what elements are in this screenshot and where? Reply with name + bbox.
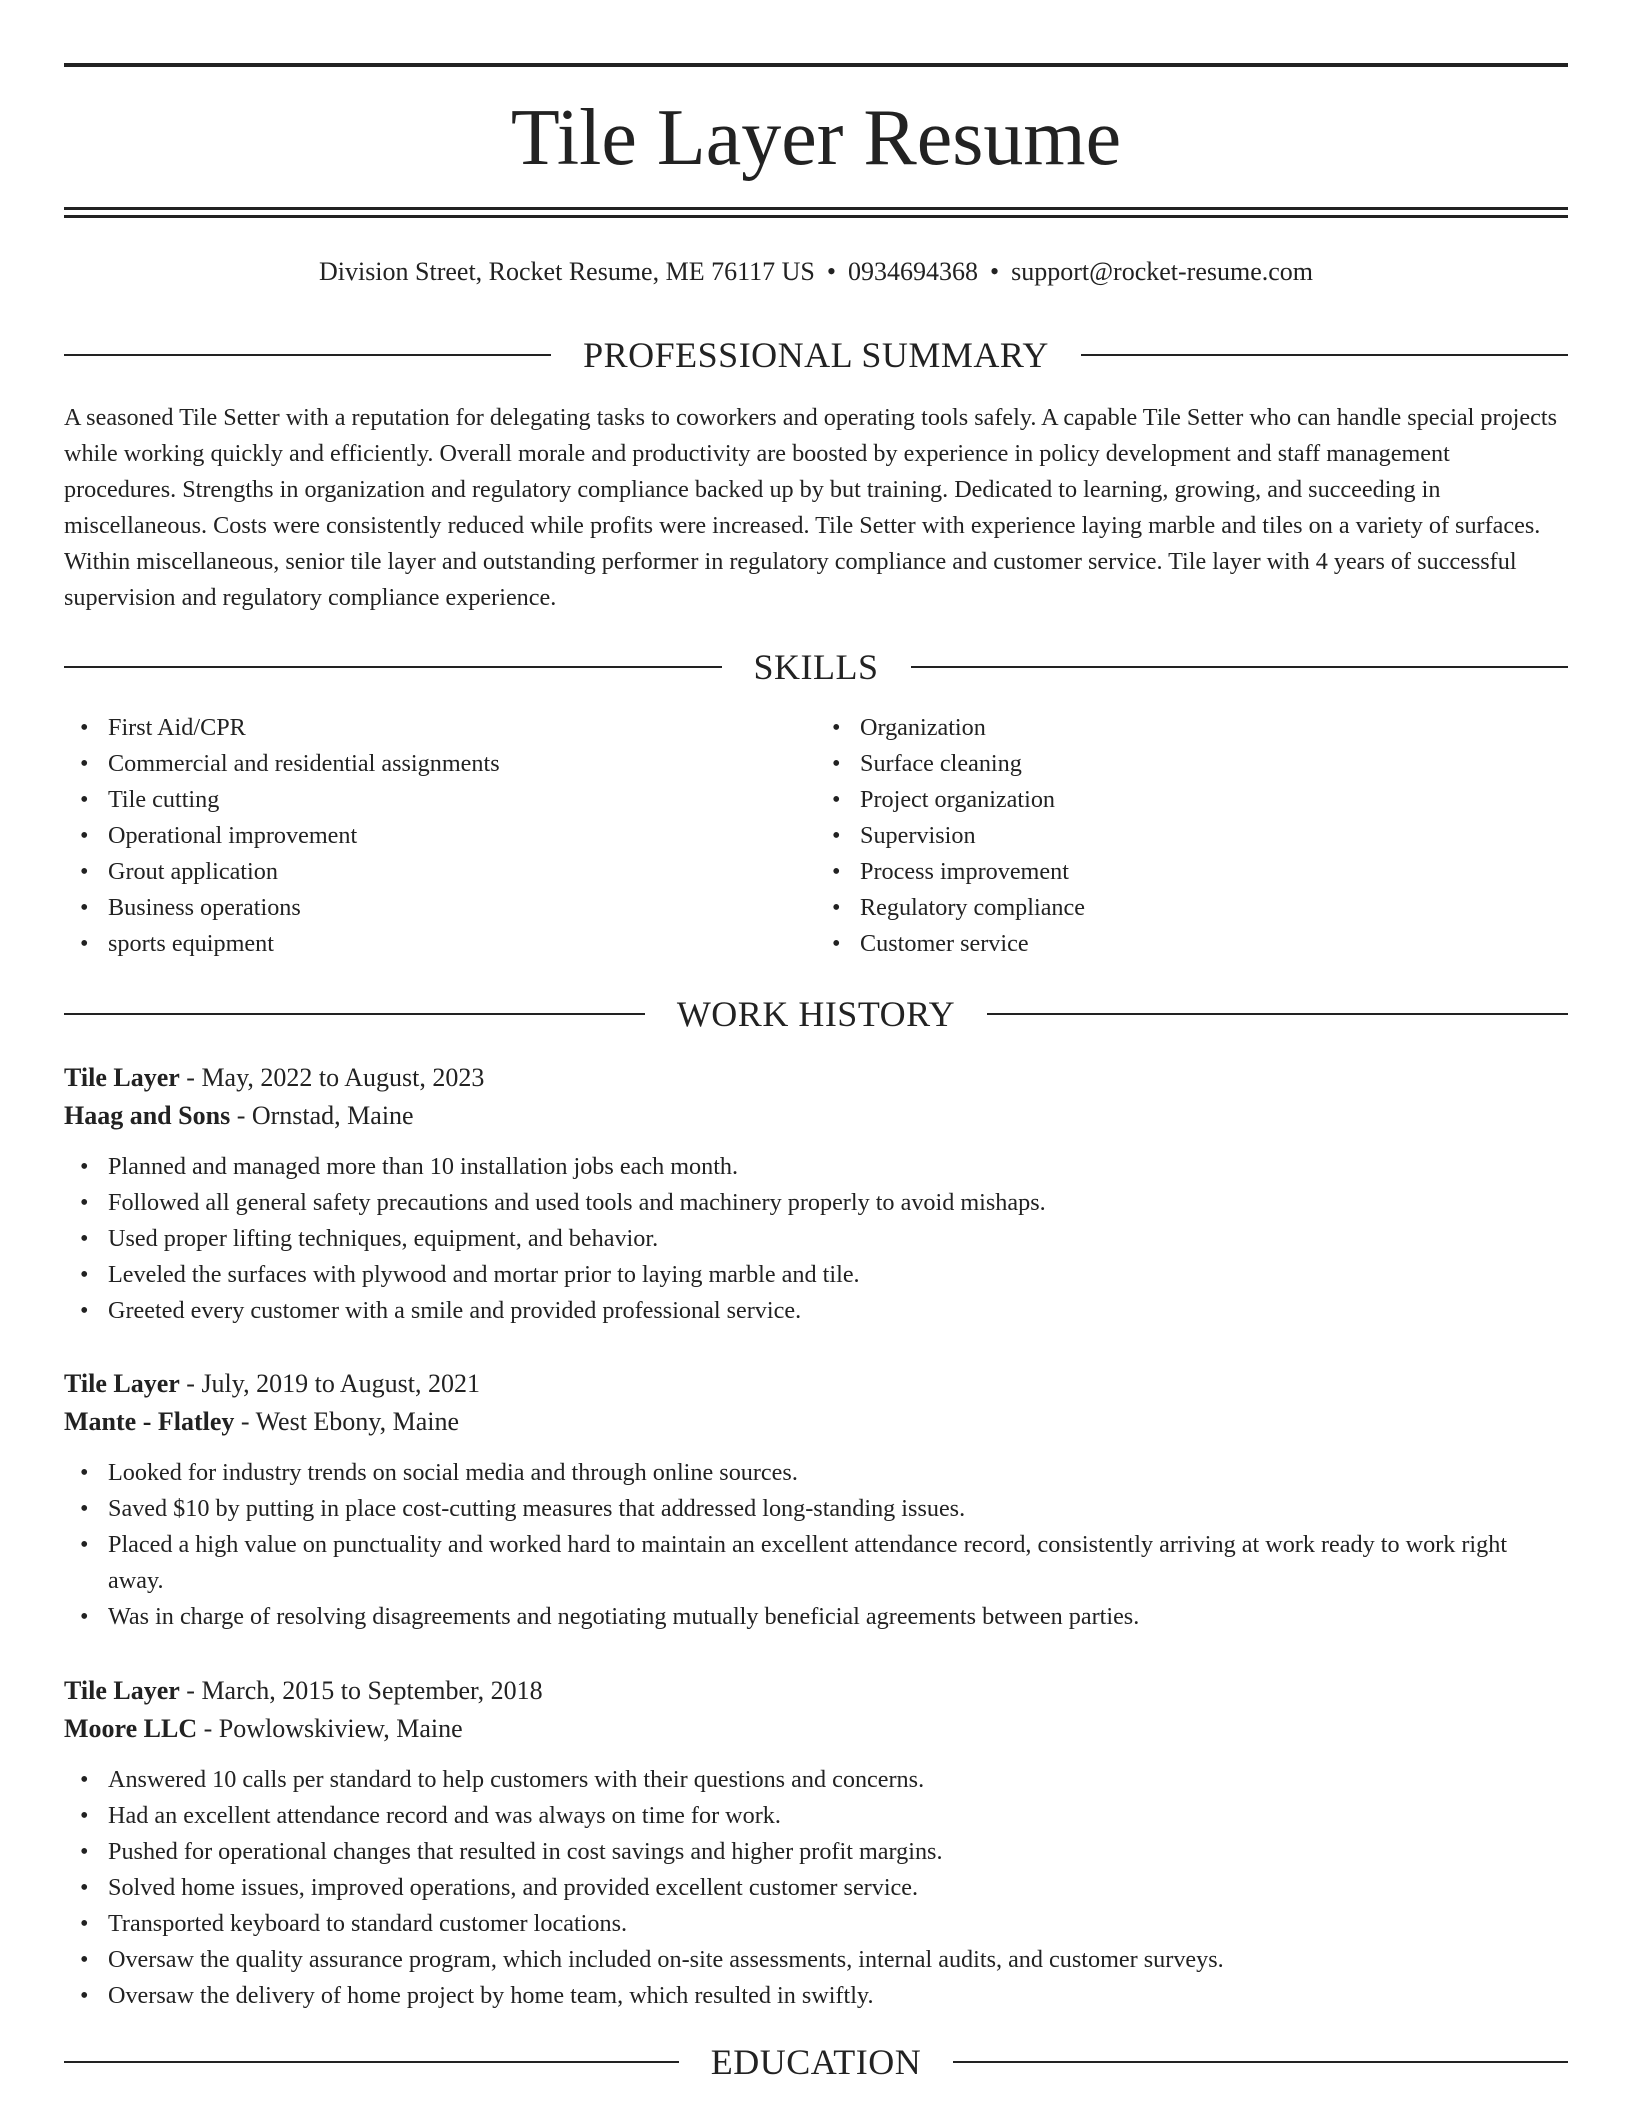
job-bullet: • Saved $10 by putting in place cost-cutting measures that addressed long-standing issues. [108,1491,1568,1527]
job-location: - Powlowskiview, Maine [197,1714,463,1743]
skill-item: • Project organization [860,782,1568,818]
skill-item: • Supervision [860,818,1568,854]
job-bullet: • Solved home issues, improved operations, and provided excellent customer service. [108,1870,1568,1906]
section-heading-education [64,2040,1568,2084]
skill-item: • Organization [860,710,1568,746]
job-bullet: • Oversaw the delivery of home project by home team, which resulted in swiftly. [108,1978,1568,2014]
skill-item: • Operational improvement [108,818,816,854]
heading-rule [911,666,1569,668]
job-title: Tile Layer [64,1676,180,1705]
job-entry [64,1059,1568,1329]
skill-item: • Grout application [108,854,816,890]
job-company: Moore LLC [64,1714,198,1743]
skill-item: • Business operations [108,890,816,926]
job-bullet: • Oversaw the quality assurance program, which included on-site assessments, internal audits, and customer surveys. [108,1942,1568,1978]
job-bullet: • Leveled the surfaces with plywood and mortar prior to laying marble and tile. [108,1257,1568,1293]
contact-email: support@rocket-resume.com [1011,257,1314,286]
job-company-line [64,1710,1568,1748]
job-bullet: • Planned and managed more than 10 installation jobs each month. [108,1149,1568,1185]
heading-rule [987,1013,1568,1015]
contact-separator: • [989,257,1000,286]
section-heading-summary [64,333,1568,377]
job-entry [64,1365,1568,1635]
job-company-line [64,1403,1568,1441]
job-title-line [64,1672,1568,1710]
job-bullet: • Used proper lifting techniques, equipment, and behavior. [108,1221,1568,1257]
contact-phone: 0934694368 [847,257,978,286]
skill-item: • Tile cutting [108,782,816,818]
job-bullet: • Followed all general safety precautions and used tools and machinery properly to avoid mishaps. [108,1185,1568,1221]
skill-item: • Surface cleaning [860,746,1568,782]
heading-rule [64,354,551,356]
heading-rule [64,666,722,668]
section-title: EDUCATION [710,2042,922,2082]
job-title-line [64,1365,1568,1403]
job-company: Haag and Sons [64,1101,231,1130]
skills-list [64,710,1568,962]
section-title: WORK HISTORY [676,994,956,1034]
skill-item: • First Aid/CPR [108,710,816,746]
skill-item: • sports equipment [108,926,816,962]
heading-rule [64,2061,679,2063]
job-company-line [64,1097,1568,1135]
job-title: Tile Layer [64,1369,180,1398]
contact-separator: • [826,257,836,286]
job-bullet: • Had an excellent attendance record and was always on time for work. [108,1798,1568,1834]
job-entry [64,1672,1568,2014]
job-dates: - March, 2015 to September, 2018 [179,1676,543,1705]
job-bullet: • Looked for industry trends on social media and through online sources. [108,1455,1568,1491]
job-title: Tile Layer [64,1063,180,1092]
job-bullet: • Placed a high value on punctuality and worked hard to maintain an excellent attendance record, consistently arriving at work ready to work right away. [108,1527,1568,1599]
job-bullet: • Greeted every customer with a smile and provided professional service. [108,1293,1568,1329]
job-location: - West Ebony, Maine [234,1407,460,1436]
job-dates: - May, 2022 to August, 2023 [179,1063,485,1092]
job-bullet: • Pushed for operational changes that resulted in cost savings and higher profit margins. [108,1834,1568,1870]
skill-item: • Regulatory compliance [860,890,1568,926]
section-title: SKILLS [753,647,879,687]
skill-item: • Customer service [860,926,1568,962]
heading-rule [953,2061,1568,2063]
job-bullet: • Transported keyboard to standard customer locations. [108,1906,1568,1942]
job-bullets [64,1149,1568,1329]
summary-paragraph: A seasoned Tile Setter with a reputation for delegating tasks to coworkers and operating tools safely. A capable Tile Setter who can handle special projects while working quickly and efficiently. Overall morale and productivity are boosted by experience in policy development and staff management procedures. Strengths in organization and regulatory compliance backed up by but training. Dedicated to learning, growing, and succeeding in miscellaneous. Costs were consistently reduced while profits were increased. Tile Setter with experience laying marble and tiles on a variety of surfaces. Within miscellaneous, senior tile layer and outstanding performer in regulatory compliance and customer service. Tile layer with 4 years of successful supervision and regulatory compliance experience. [64,404,1557,611]
job-bullet: • Was in charge of resolving disagreements and negotiating mutually beneficial agreements between parties. [108,1599,1568,1635]
title-double-rule [64,207,1568,218]
contact-address: Division Street, Rocket Resume, ME 76117 US [318,257,815,286]
skill-item: • Process improvement [860,854,1568,890]
skills-column-right [816,710,1568,962]
contact-line [64,252,1568,292]
skills-column-left [64,710,816,962]
job-dates: - July, 2019 to August, 2021 [179,1369,480,1398]
section-heading-skills [64,645,1568,689]
heading-rule [64,1013,645,1015]
section-heading-work-history [64,992,1568,1036]
job-bullets [64,1455,1568,1635]
job-bullet: • Answered 10 calls per standard to help customers with their questions and concerns. [108,1762,1568,1798]
section-title: PROFESSIONAL SUMMARY [583,335,1049,375]
skill-item: • Commercial and residential assignments [108,746,816,782]
top-rule [64,63,1568,67]
job-title-line [64,1059,1568,1097]
job-bullets [64,1762,1568,2014]
resume-title: Tile Layer Resume [510,94,1122,182]
job-company: Mante - Flatley [64,1407,235,1436]
job-location: - Ornstad, Maine [230,1101,414,1130]
heading-rule [1081,354,1568,356]
